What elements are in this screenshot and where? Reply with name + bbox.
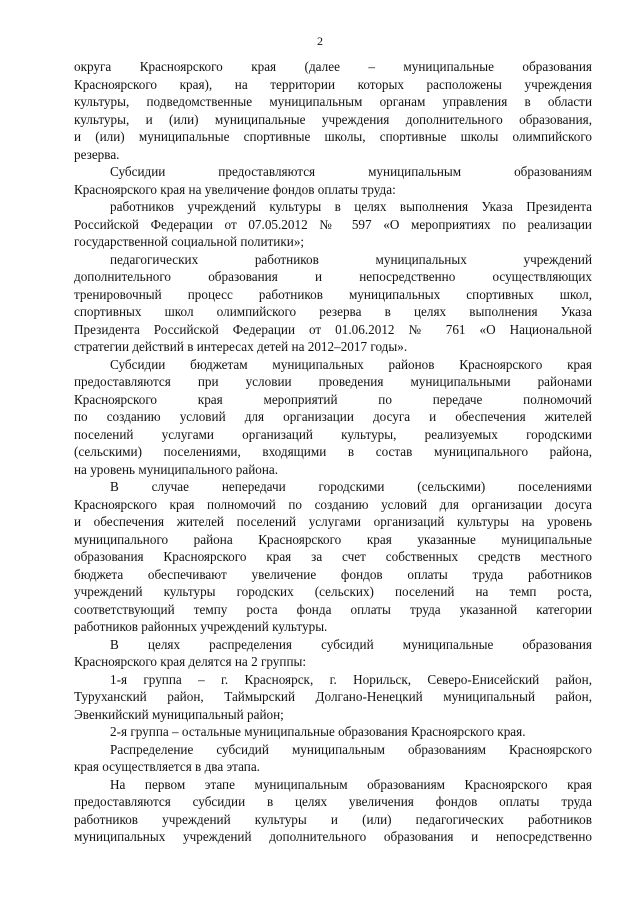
- paragraph: [74, 671, 592, 724]
- text-line: муниципального района Красноярского края указанные муниципальные: [74, 531, 592, 547]
- text-line: культуры, и (или) муниципальные учреждения дополнительного образования,: [74, 111, 592, 127]
- text-line: Эвенкийский муниципальный район;: [74, 706, 284, 722]
- text-line: государственной социальной политики»;: [74, 234, 305, 249]
- text-line: Красноярского края делятся на 2 группы:: [74, 654, 307, 669]
- text-line: по созданию условий для организации досуга и обеспечения жителей: [74, 409, 592, 424]
- text-line: педагогических работников муниципальных учреждений: [110, 251, 592, 267]
- text-line: предоставляются при условии проведения муниципальными районами: [74, 374, 592, 389]
- text-line: работников районных учреждений культуры.: [74, 619, 328, 634]
- text-line: работников учреждений культуры и (или) педагогических работников: [74, 811, 592, 827]
- text-line: бюджета обеспечивают увеличение фондов оплаты труда работников: [74, 566, 592, 582]
- text-line: на уровень муниципального района.: [74, 461, 279, 477]
- text-line: культуры, подведомственные муниципальным органам управления в области: [74, 94, 592, 109]
- text-line: Президента Российской Федерации от 01.06.2012 № 761 «О Национальной: [74, 321, 592, 337]
- text-line: и обеспечения жителей поселений услугами организаций культуры на уровень: [74, 514, 592, 529]
- text-line: Красноярского края), на территории которых расположены учреждения: [74, 76, 592, 92]
- text-line: (сельскими) поселениями, входящими в состав муниципального района,: [74, 444, 592, 459]
- text-line: работников учреждений культуры в целях выполнения Указа Президента: [110, 199, 592, 214]
- text-line: Туруханский район, Таймырский Долгано-Ненецкий муниципальный район,: [74, 689, 592, 704]
- text-line: Субсидии бюджетам муниципальных районов Красноярского края: [110, 356, 592, 372]
- paragraph: [74, 251, 592, 356]
- text-line: предоставляются субсидии в целях увеличения фондов оплаты труда: [74, 794, 592, 809]
- text-line: стратегии действий в интересах детей на 2012–2017 годы».: [74, 339, 408, 354]
- paragraph: [74, 636, 592, 671]
- text-line: В целях распределения субсидий муниципальные образования: [110, 636, 592, 652]
- text-line: Красноярского края на увеличение фондов оплаты труда:: [74, 181, 396, 197]
- text-line: соответствующий темпу роста фонда оплаты труда указанной категории: [74, 601, 592, 617]
- text-line: резерва.: [74, 146, 120, 162]
- paragraph: [74, 356, 592, 479]
- text-line: Красноярского края полномочий по созданию условий для организации досуга: [74, 496, 592, 512]
- text-line: и (или) муниципальные спортивные школы, спортивные школы олимпийского: [74, 129, 592, 144]
- paragraph: [74, 741, 592, 776]
- paragraph: [74, 723, 592, 741]
- text-line: Красноярского края мероприятий по передаче полномочий: [74, 391, 592, 407]
- text-line: края осуществляется в два этапа.: [74, 759, 260, 774]
- paragraph: [74, 163, 592, 198]
- text-line: округа Красноярского края (далее – муниципальные образования: [74, 59, 592, 74]
- text-line: Субсидии предоставляются муниципальным образованиям: [110, 164, 592, 179]
- text-line: муниципальных учреждений дополнительного образования и непосредственно: [74, 829, 592, 844]
- text-line: На первом этапе муниципальным образованиям Красноярского края: [110, 776, 592, 792]
- paragraph: [74, 776, 592, 846]
- page-number: 2: [317, 34, 323, 48]
- text-line: Распределение субсидий муниципальным образованиям Красноярского: [110, 741, 592, 757]
- text-line: поселений услугами организаций культуры, реализуемых городскими: [74, 426, 592, 442]
- text-line: дополнительного образования и непосредственно осуществляющих: [74, 269, 592, 284]
- paragraph: [74, 58, 592, 163]
- text-line: учреждений культуры городских (сельских) поселений на темп роста,: [74, 584, 592, 599]
- document-body: [74, 58, 592, 846]
- text-line: образования Красноярского края за счет собственных средств местного: [74, 549, 592, 564]
- paragraph: [74, 198, 592, 251]
- text-line: спортивных школ олимпийского резерва в целях выполнения Указа: [74, 304, 592, 319]
- text-line: тренировочный процесс работников муниципальных спортивных школ,: [74, 286, 592, 302]
- text-line: 2-я группа – остальные муниципальные образования Красноярского края.: [110, 724, 526, 739]
- paragraph: [74, 478, 592, 636]
- text-line: Российской Федерации от 07.05.2012 № 597 «О мероприятиях по реализации: [74, 216, 592, 232]
- text-line: В случае непередачи городскими (сельскими) поселениями: [110, 479, 592, 494]
- text-line: 1-я группа – г. Красноярск, г. Норильск, Северо-Енисейский район,: [110, 671, 592, 687]
